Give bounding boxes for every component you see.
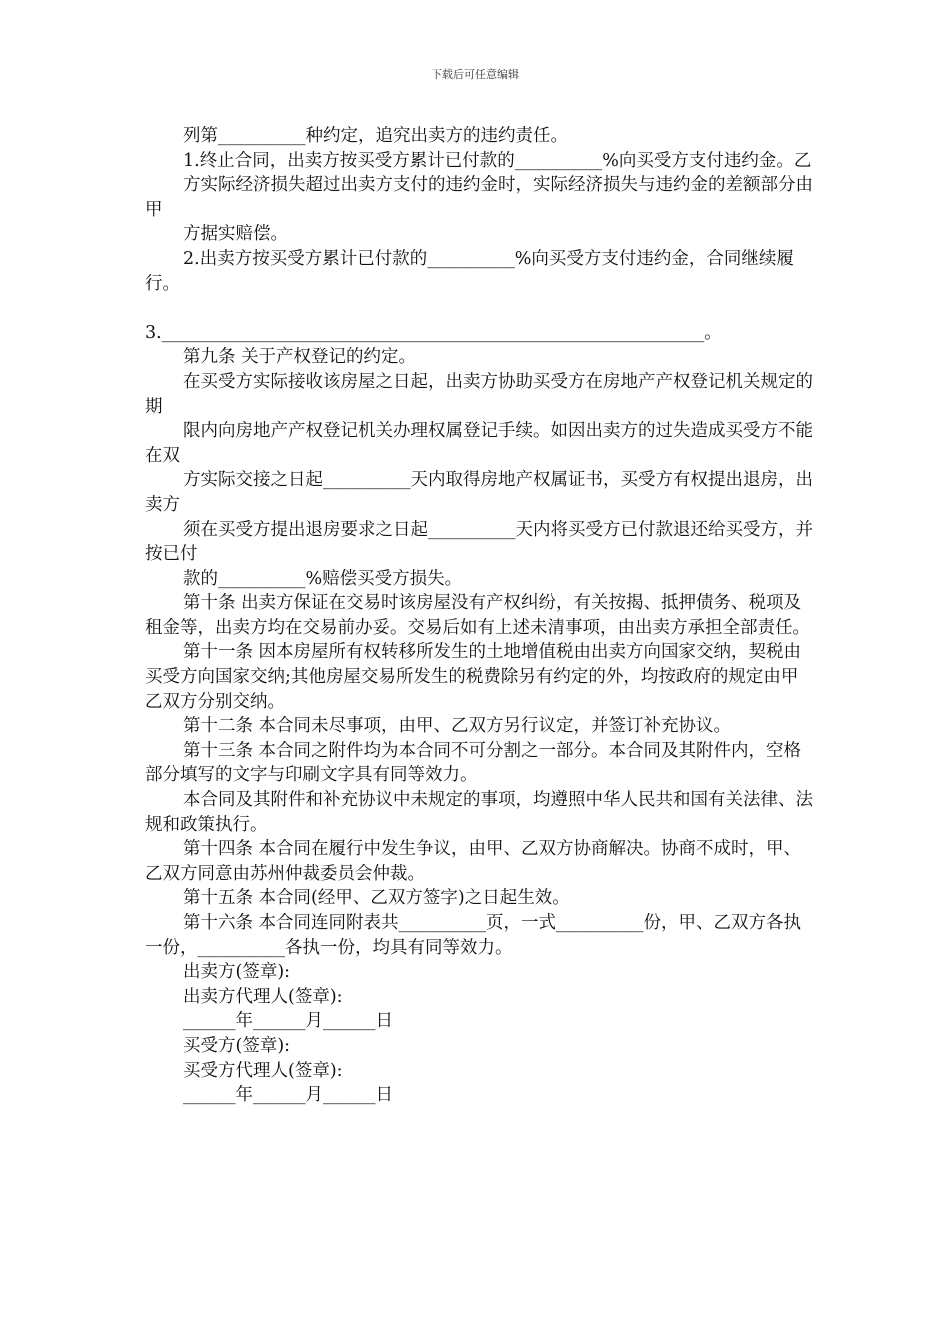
paragraph-line: 第十一条 因本房屋所有权转移所发生的土地增值税由出卖方向国家交纳，契税由买受方向国家交纳;其他房屋交易所发生的税费除另有约定的外，均按政府的规定由甲乙双方分别交纳。 <box>145 642 802 712</box>
paragraph-line: ______年______月______日 <box>183 1011 393 1032</box>
page-header-note: 下载后可任意编辑 <box>431 68 519 81</box>
paragraph-line: 第十二条 本合同未尽事项，由甲、乙双方另行议定，并签订补充协议。 <box>183 716 732 737</box>
paragraph-line: 买受方(签章): <box>183 1035 291 1056</box>
paragraph-line: 列第__________种约定，追究出卖方的违约责任。 <box>183 126 568 146</box>
paragraph-line: 方据实赔偿。 <box>183 224 288 245</box>
paragraph-line: 第十四条 本合同在履行中发生争议，由甲、乙双方协商解决。协商不成时，甲、乙双方同意由苏州仲裁委员会仲裁。 <box>145 839 802 884</box>
paragraph-line: 出卖方(签章): <box>183 962 291 983</box>
paragraph-line: 出卖方代理人(签章): <box>183 986 343 1007</box>
paragraph-line: 方实际交接之日起__________天内取得房地产权属证书，买受方有权提出退房，出卖方 <box>145 470 813 515</box>
paragraph-line: 2.出卖方按买受方累计已付款的__________%向买受方支付违约金，合同继续履行。 <box>145 248 794 294</box>
paragraph-line: 第十五条 本合同(经甲、乙双方签字)之日起生效。 <box>183 888 570 909</box>
paragraph-line: 第十条 出卖方保证在交易时该房屋没有产权纠纷，有关按揭、抵押债务、税项及租金等，出卖方均在交易前办妥。交易后如有上述未清事项，由出卖方承担全部责任。 <box>145 593 810 638</box>
paragraph-line: ______年______月______日 <box>183 1085 393 1106</box>
paragraph-line: 1.终止合同，出卖方按买受方累计已付款的__________%向买受方支付违约金。乙 <box>183 150 812 171</box>
paragraph-line: 款的__________%赔偿买受方损失。 <box>183 568 463 589</box>
paragraph-line: 方实际经济损失超过出卖方支付的违约金时，实际经济损失与违约金的差额部分由甲 <box>145 175 813 220</box>
paragraph-line: 第九条 关于产权登记的约定。 <box>183 347 417 368</box>
paragraph-line: 本合同及其附件和补充协议中未规定的事项，均遵照中华人民共和国有关法律、法规和政策执行。 <box>145 790 813 835</box>
paragraph-line: 第十六条 本合同连同附表共__________页，一式__________份，甲、乙双方各执一份，__________各执一份，均具有同等效力。 <box>145 913 802 958</box>
paragraph-line: 在买受方实际接收该房屋之日起，出卖方协助买受方在房地产产权登记机关规定的期 <box>145 371 813 417</box>
blank-line <box>145 296 815 321</box>
paragraph-line: 3.______________________________________________________________。 <box>145 322 722 343</box>
paragraph-line: 买受方代理人(签章): <box>183 1060 343 1081</box>
paragraph-line: 限内向房地产产权登记机关办理权属登记手续。如因出卖方的过失造成买受方不能在双 <box>145 421 813 466</box>
paragraph-line: 须在买受方提出退房要求之日起__________天内将买受方已付款退还给买受方，并按已付 <box>145 519 813 565</box>
paragraph-line: 第十三条 本合同之附件均为本合同不可分割之一部分。本合同及其附件内，空格部分填写的文字与印刷文字具有同等效力。 <box>145 740 802 786</box>
document-body <box>145 124 815 1108</box>
